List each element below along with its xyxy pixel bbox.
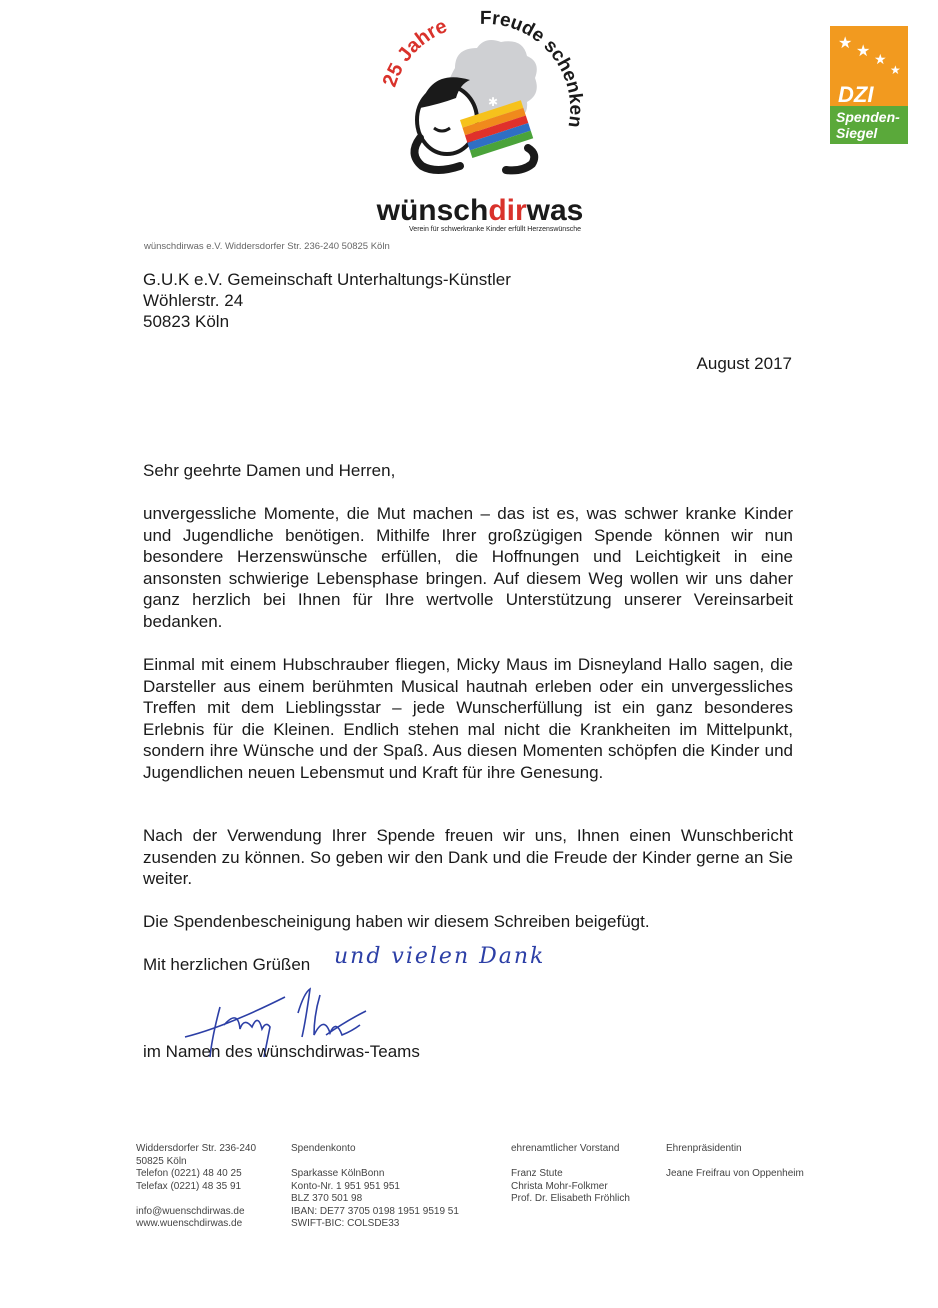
svg-text:25 Jahre — [379, 15, 451, 90]
stars-icon — [830, 26, 908, 82]
paragraph-2: Einmal mit einem Hubschrauber fliegen, Micky Maus im Disneyland Hallo sagen, die Darsteller aus einem berühmten Musical hautnah erleben oder ein unvergessliches Treffen mit dem Lieblingsstar – jede Wunscherfüllung ist ein ganz besonderes Erlebnis für die Kleinen. Endlich stehen mal nicht die Krankheiten im Mittelpunkt, sondern ihre Wünsche und der Spaß. Aus diesen Momenten schöpfen die Kinder und Jugendlichen neuen Lebensmut und Kraft für ihre Genesung. — [143, 655, 793, 782]
footer-bank — [291, 1143, 459, 1231]
wordmark-post: was — [526, 194, 584, 227]
recipient-street: Wöhlerstr. 24 — [143, 291, 244, 310]
svg-text:★: ★ — [856, 43, 871, 60]
footer-phone: Telefon (0221) 48 40 25 — [136, 1168, 242, 1179]
footer-board-member: Franz Stute — [511, 1168, 563, 1179]
dzi-spenden-siegel-badge — [830, 26, 908, 144]
footer-website: www.wuenschdirwas.de — [136, 1218, 243, 1229]
footer-board-member: Prof. Dr. Elisabeth Fröhlich — [511, 1193, 630, 1204]
badge-brand: DZI — [838, 82, 874, 107]
footer-honorary-heading: Ehrenpräsidentin — [666, 1143, 742, 1154]
closing: Mit herzlichen Grüßen — [143, 955, 311, 974]
letter-date: August 2017 — [696, 354, 792, 373]
footer-bank-heading: Spendenkonto — [291, 1143, 356, 1154]
signature-line: im Namen des wünschdirwas-Teams — [143, 1042, 420, 1061]
footer-bank-name: Sparkasse KölnBonn — [291, 1168, 385, 1179]
footer-address-city: 50825 Köln — [136, 1155, 187, 1167]
svg-text:★: ★ — [890, 63, 901, 77]
footer-address-street: Widdersdorfer Str. 236-240 — [136, 1143, 257, 1154]
paragraph-4: Die Spendenbescheinigung haben wir diesem Schreiben beigefügt. — [143, 912, 650, 931]
footer-address — [136, 1143, 256, 1231]
sender-line: wünschdirwas e.V. Widdersdorfer Str. 236-240 50825 Köln — [144, 241, 390, 252]
footer-board-heading: ehrenamtlicher Vorstand — [511, 1143, 620, 1154]
svg-text:wünschdirwas — [376, 194, 584, 227]
arc-text-dark: Freude schenken — [479, 8, 587, 129]
footer-email: info@wuenschdirwas.de — [136, 1205, 245, 1217]
arc-text-red: 25 Jahre — [378, 15, 451, 90]
badge-line2: Siegel — [836, 125, 878, 141]
recipient-city: 50823 Köln — [143, 312, 230, 331]
salutation: Sehr geehrte Damen und Herren, — [143, 461, 396, 480]
logo-tagline: Verein für schwerkranke Kinder erfüllt Herzenswünsche — [409, 226, 581, 233]
footer-board-member: Christa Mohr-Folkmer — [511, 1180, 608, 1192]
paragraph-3: Nach der Verwendung Ihrer Spende freuen wir uns, Ihnen einen Wunschbericht zusenden zu können. So geben wir den Dank und die Freude der Kinder gerne an Sie weiter. — [143, 826, 793, 888]
recipient-name: G.U.K e.V. Gemeinschaft Unterhaltungs-Künstler — [143, 270, 511, 289]
footer-bank-iban: IBAN: DE77 3705 0198 1951 9519 51 — [291, 1205, 459, 1217]
footer-honorary — [666, 1143, 804, 1181]
footer-bank-bic: SWIFT-BIC: COLSDE33 — [291, 1218, 400, 1229]
footer-honorary-name: Jeane Freifrau von Oppenheim — [666, 1168, 804, 1179]
handwritten-note: und vielen Dank — [334, 944, 546, 969]
paragraph-1: unvergessliche Momente, die Mut machen – das ist es, was schwer kranke Kinder und Jugendliche benötigen. Mithilfe Ihrer großzügigen Spende können wir nun besondere Herzenswünsche erfüllen, die Hoffnungen und Leichtigkeit in eine ansonsten schwierige Lebensphase bringen. Auf diesem Weg wollen wir uns daher ganz herzlich bei Ihnen für Ihre wertvolle Unterstützung unserer Vereinsarbeit bedanken. — [143, 504, 793, 631]
footer-board — [511, 1143, 630, 1206]
footer-bank-account: Konto-Nr. 1 951 951 951 — [291, 1180, 400, 1192]
wordmark-mid: dir — [488, 194, 527, 227]
footer-fax: Telefax (0221) 48 35 91 — [136, 1180, 242, 1192]
svg-text:★: ★ — [838, 35, 853, 52]
wuenschdirwas-logo — [360, 8, 600, 238]
wordmark-pre: wünsch — [376, 194, 489, 227]
badge-line1: Spenden- — [836, 109, 900, 125]
footer-bank-blz: BLZ 370 501 98 — [291, 1193, 363, 1204]
svg-text:★: ★ — [874, 51, 887, 67]
svg-text:✱: ✱ — [488, 95, 499, 109]
